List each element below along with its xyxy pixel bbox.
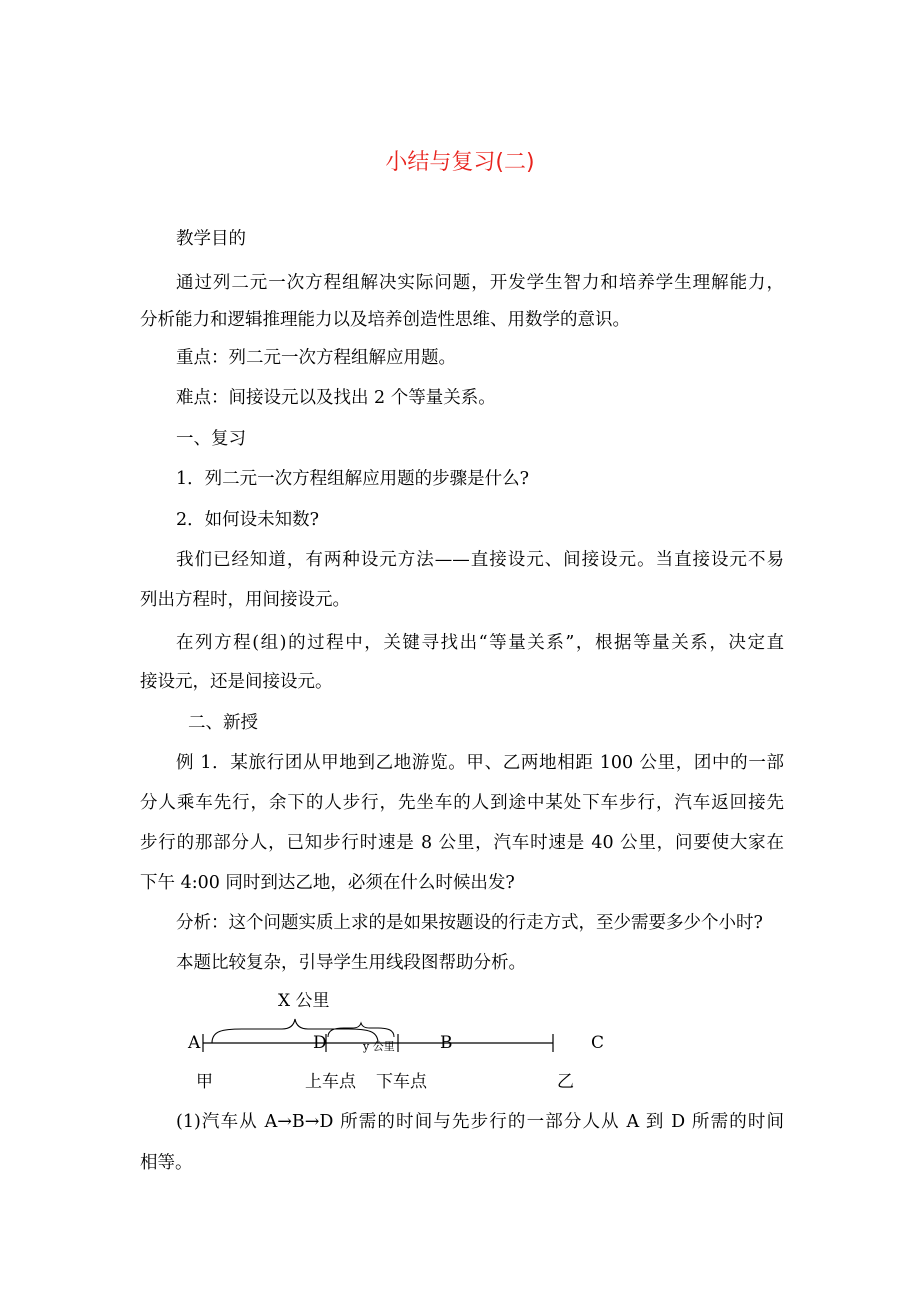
key-point: 重点：列二元一次方程组解应用题。 bbox=[176, 348, 456, 368]
analysis-step-1-cont: 相等。 bbox=[140, 1153, 193, 1173]
paragraph-line: 列出方程时，用间接设元。 bbox=[140, 590, 350, 610]
point-c-label: C bbox=[591, 1033, 605, 1053]
line-segment-diagram bbox=[170, 985, 630, 1095]
start-place-label: 甲 bbox=[196, 1072, 213, 1092]
paragraph-line: 接设元，还是间接设元。 bbox=[140, 672, 333, 692]
point-a-label: A bbox=[188, 1033, 201, 1053]
boarding-point-label: 上车点 bbox=[305, 1072, 356, 1092]
review-question-1: 1．列二元一次方程组解应用题的步骤是什么? bbox=[176, 469, 530, 489]
analysis-line: 分析：这个问题实质上求的是如果按题设的行走方式，至少需要多少个小时? bbox=[176, 913, 763, 933]
analysis-line: 本题比较复杂，引导学生用线段图帮助分析。 bbox=[176, 953, 526, 973]
difficult-point: 难点：间接设元以及找出 2 个等量关系。 bbox=[176, 388, 496, 408]
section-heading-new: 二、新授 bbox=[188, 713, 258, 733]
example-line: 下午 4:00 同时到达乙地，必须在什么时候出发? bbox=[140, 873, 515, 893]
paragraph-line: 我们已经知道，有两种设元方法——直接设元、间接设元。当直接设元不易 bbox=[176, 550, 784, 570]
example-line: 分人乘车先行，余下的人步行，先坐车的人到途中某处下车步行，汽车返回接先 bbox=[140, 793, 784, 813]
end-place-label: 乙 bbox=[557, 1072, 574, 1092]
paragraph-line: 通过列二元一次方程组解决实际问题，开发学生智力和培养学生理解能力， bbox=[176, 273, 784, 293]
y-distance-label: y 公里 bbox=[363, 1040, 395, 1053]
analysis-step-1: (1)汽车从 A→B→D 所需的时间与先步行的一部分人从 A 到 D 所需的时间 bbox=[176, 1112, 784, 1132]
alighting-point-label: 下车点 bbox=[376, 1072, 427, 1092]
review-question-2: 2．如何设未知数? bbox=[176, 510, 320, 530]
teaching-goal-heading: 教学目的 bbox=[176, 229, 246, 249]
x-brace bbox=[212, 1019, 378, 1043]
example-line: 步行的那部分人，已知步行时速是 8 公里，汽车时速是 40 公里，问要使大家在 bbox=[140, 833, 784, 853]
paragraph-line: 分析能力和逻辑推理能力以及培养创造性思维、用数学的意识。 bbox=[140, 310, 630, 330]
example-line: 例 1．某旅行团从甲地到乙地游览。甲、乙两地相距 100 公里，团中的一部 bbox=[176, 753, 784, 773]
page-title: 小结与复习(二) bbox=[385, 150, 535, 175]
x-distance-label: X 公里 bbox=[278, 991, 330, 1011]
point-d-label: D bbox=[313, 1033, 327, 1053]
paragraph-line: 在列方程(组)的过程中，关键寻找出“等量关系”，根据等量关系，决定直 bbox=[176, 633, 784, 653]
point-b-label: B bbox=[440, 1033, 453, 1053]
section-heading-review: 一、复习 bbox=[176, 429, 246, 449]
